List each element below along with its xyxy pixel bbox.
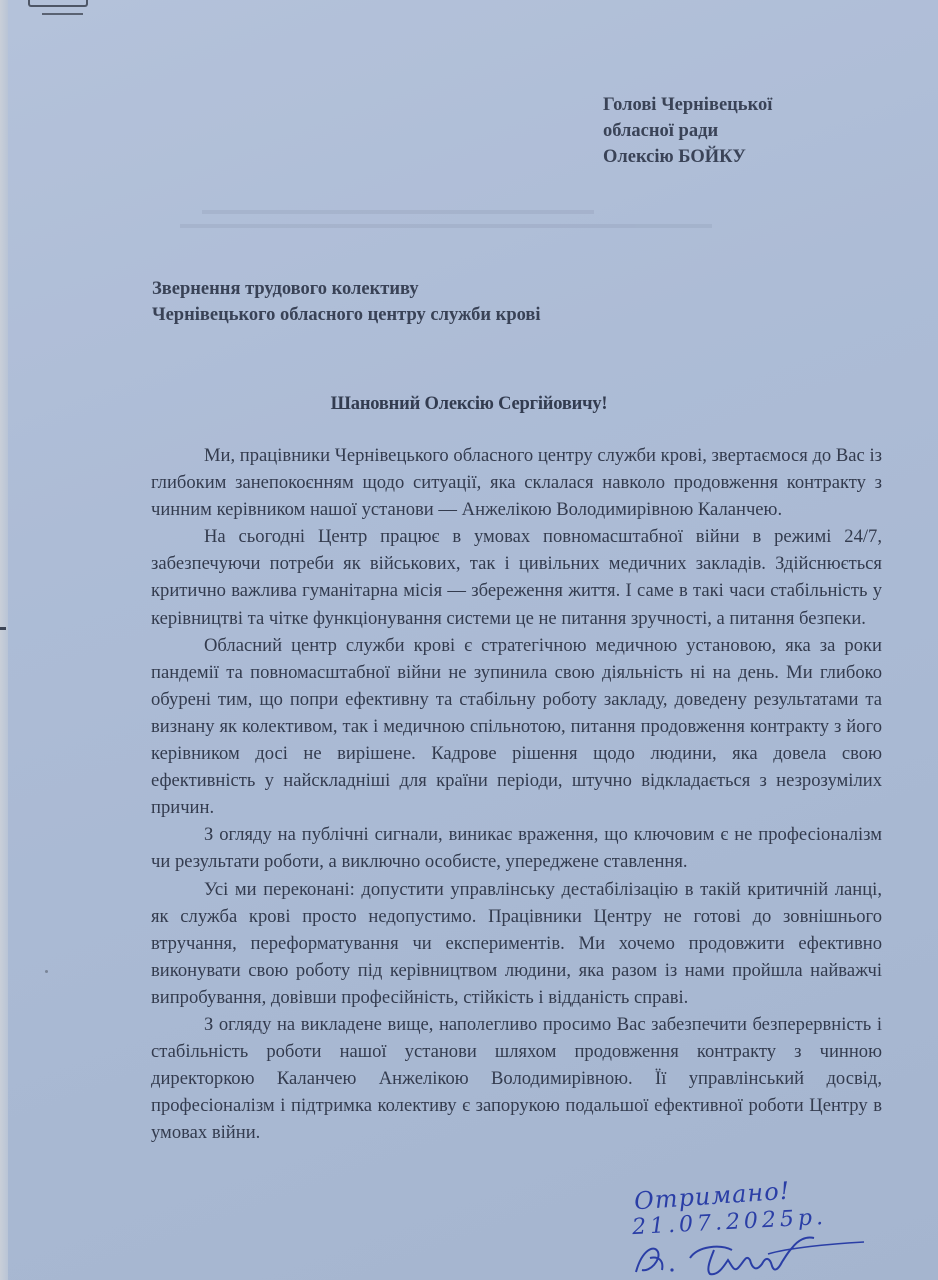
- paper-speck: [45, 970, 48, 973]
- paragraph-6: З огляду на викладене вище, наполегливо просимо Вас забезпечити безперервність і стабільність роботи нашої установи шляхом продовження контракту з чинною директоркою Каланчею Анжелікою Володимирівною. Її управлінський досвід, професіоналізм і підтримка колективу є запорукою подальшої ефективної роботи Центру в умовах війни.: [151, 1013, 882, 1144]
- handwritten-signature: [628, 1230, 928, 1280]
- letter-body: [151, 442, 882, 1146]
- paragraph-2: На сьогодні Центр працює в умовах повномасштабної війни в режимі 24/7, забезпечуючи потреби як військових, так і цивільних медичних закладів. Здійснюється критично важлива гуманітарна місія — збереження життя. І саме в такі часи стабільність у керівництві та чітке функціонування системи це не питання зручності, а питання безпеки.: [151, 526, 882, 629]
- subject-line-1: Звернення трудового колективу: [152, 279, 419, 299]
- page-left-edge: [0, 0, 8, 1280]
- handwritten-received: Отримано!: [633, 1176, 792, 1216]
- paragraph-5: Усі ми переконані: допустити управлінську дестабілізацію в такій критичній ланці, як служба крові просто недопустимо. Працівники Центру не готові до зовнішнього втручання, переформатування чи експериментів. Ми хочемо продовжити ефективно виконувати свою роботу під керівництвом людини, яка разом із нами пройшла найважчі випробування, довівши професійність, стійкість і відданість справі.: [151, 878, 882, 1008]
- paragraph-4: З огляду на публічні сигнали, виникає враження, що ключовим є не професіоналізм чи результати роботи, а виключно особисте, упереджене ставлення.: [151, 824, 882, 873]
- handwritten-receipt-note: [628, 1176, 928, 1280]
- salutation: Шановний Олексію Сергійовичу!: [330, 394, 608, 414]
- subject-block: [152, 276, 541, 328]
- handwritten-date: 21.07.2025р.: [631, 1204, 828, 1241]
- paragraph-1: Ми, працівники Чернівецького обласного центру служби крові, звертаємося до Вас із глибоким занепокоєнням щодо ситуації, яка склалася навколо продовження контракту з чинним керівником нашої установи — Анжелікою Володимирівною Каланчею.: [151, 445, 882, 521]
- show-through-texture: [180, 210, 740, 250]
- addressee-block: [603, 92, 772, 170]
- addressee-line-2: обласної ради: [603, 121, 719, 141]
- paragraph-3: Обласний центр служби крові є стратегічною медичною установою, яка за роки пандемії та повномасштабної війни не зупинила свою діяльність ні на день. Ми глибоко обурені тим, що попри ефективну та стабільну роботу закладу, доведену результатами та визнану як колективом, так і медичною спільнотою, питання продовження контракту з його керівником досі не вирішене. Кадрове рішення щодо людини, яка довела свою ефективність у найскладніші для країни періоди, штучно відкладається з незрозумілих причин.: [151, 634, 882, 819]
- staple-mark: [28, 0, 88, 7]
- addressee-line-1: Голові Чернівецької: [603, 95, 773, 115]
- subject-line-2: Чернівецького обласного центру служби крові: [152, 305, 541, 325]
- addressee-line-3: Олексію БОЙКУ: [603, 147, 746, 167]
- edge-mark: [0, 627, 6, 630]
- staple-shadow: [42, 13, 83, 15]
